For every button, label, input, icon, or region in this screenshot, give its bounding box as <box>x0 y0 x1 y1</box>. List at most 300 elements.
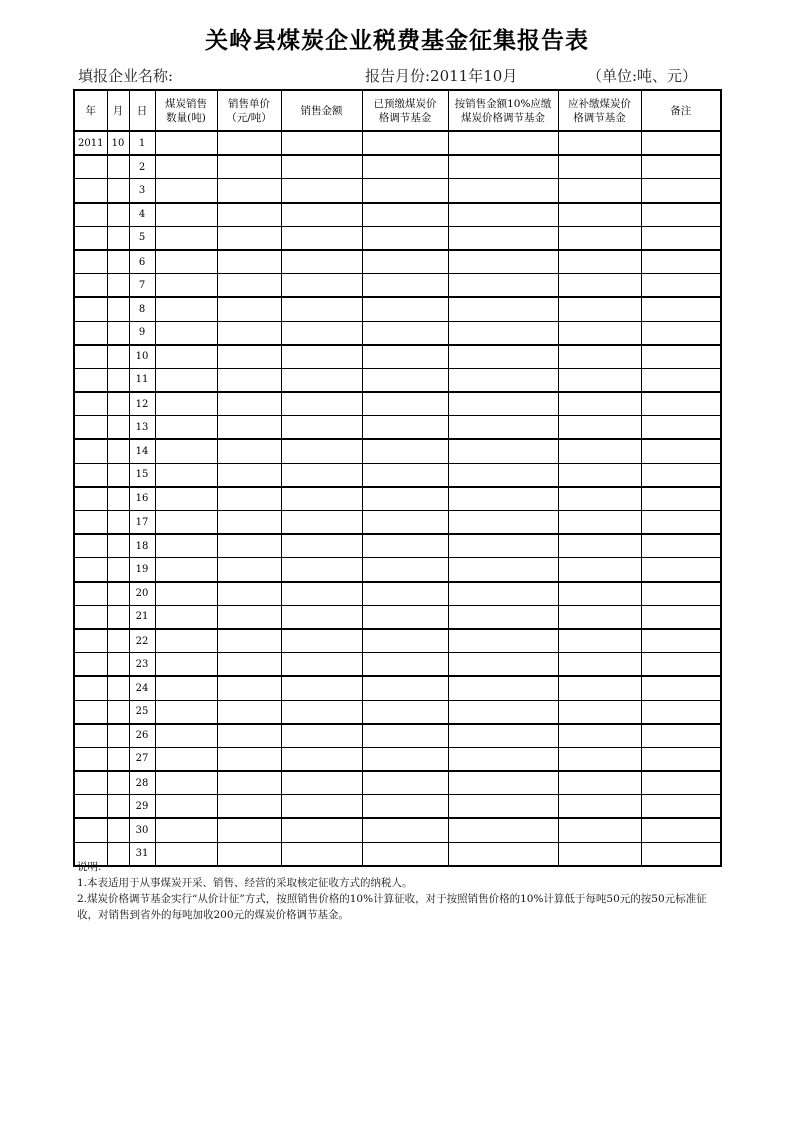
cell-remark[interactable] <box>641 582 721 606</box>
cell-due-fund[interactable] <box>448 700 558 724</box>
cell-day: 30 <box>129 818 155 842</box>
cell-quantity[interactable] <box>155 250 217 274</box>
cell-due-fund[interactable] <box>448 416 558 440</box>
cell-supplement-fund[interactable] <box>558 439 641 463</box>
header-month: 月 <box>107 90 129 131</box>
cell-supplement-fund[interactable] <box>558 321 641 345</box>
cell-year <box>74 795 107 819</box>
cell-year <box>74 155 107 179</box>
cell-sales-amount[interactable] <box>281 274 362 298</box>
cell-supplement-fund[interactable] <box>558 487 641 511</box>
cell-sales-amount[interactable] <box>281 724 362 748</box>
cell-day: 12 <box>129 392 155 416</box>
cell-remark[interactable] <box>641 818 721 842</box>
cell-year <box>74 582 107 606</box>
cell-due-fund[interactable] <box>448 747 558 771</box>
cell-prepaid-fund[interactable] <box>362 629 448 653</box>
cell-prepaid-fund[interactable] <box>362 724 448 748</box>
cell-due-fund[interactable] <box>448 629 558 653</box>
cell-day: 11 <box>129 368 155 392</box>
cell-due-fund[interactable] <box>448 676 558 700</box>
cell-prepaid-fund[interactable] <box>362 463 448 487</box>
cell-remark[interactable] <box>641 487 721 511</box>
cell-unit-price[interactable] <box>217 605 281 629</box>
cell-unit-price[interactable] <box>217 439 281 463</box>
cell-sales-amount[interactable] <box>281 676 362 700</box>
cell-sales-amount[interactable] <box>281 321 362 345</box>
cell-supplement-fund[interactable] <box>558 558 641 582</box>
cell-sales-amount[interactable] <box>281 226 362 250</box>
cell-remark[interactable] <box>641 203 721 227</box>
unit-label: （单位:吨、元） <box>587 67 698 85</box>
cell-year <box>74 558 107 582</box>
cell-sales-amount[interactable] <box>281 818 362 842</box>
cell-year <box>74 368 107 392</box>
cell-remark[interactable] <box>641 747 721 771</box>
cell-month <box>107 226 129 250</box>
cell-remark[interactable] <box>641 368 721 392</box>
cell-sales-amount[interactable] <box>281 203 362 227</box>
cell-year <box>74 250 107 274</box>
cell-day: 29 <box>129 795 155 819</box>
cell-year <box>74 439 107 463</box>
cell-due-fund[interactable] <box>448 771 558 795</box>
cell-year <box>74 274 107 298</box>
cell-month <box>107 250 129 274</box>
cell-supplement-fund[interactable] <box>558 203 641 227</box>
cell-supplement-fund[interactable] <box>558 368 641 392</box>
cell-month <box>107 368 129 392</box>
cell-month <box>107 605 129 629</box>
table-row <box>74 724 721 748</box>
cell-prepaid-fund[interactable] <box>362 321 448 345</box>
cell-quantity[interactable] <box>155 700 217 724</box>
cell-unit-price[interactable] <box>217 534 281 558</box>
cell-prepaid-fund[interactable] <box>362 179 448 203</box>
cell-supplement-fund[interactable] <box>558 534 641 558</box>
cell-due-fund[interactable] <box>448 179 558 203</box>
cell-quantity[interactable] <box>155 203 217 227</box>
cell-unit-price[interactable] <box>217 724 281 748</box>
cell-prepaid-fund[interactable] <box>362 771 448 795</box>
cell-due-fund[interactable] <box>448 439 558 463</box>
cell-month <box>107 700 129 724</box>
cell-year <box>74 629 107 653</box>
cell-supplement-fund[interactable] <box>558 582 641 606</box>
cell-quantity[interactable] <box>155 179 217 203</box>
cell-sales-amount[interactable] <box>281 629 362 653</box>
cell-remark[interactable] <box>641 534 721 558</box>
cell-quantity[interactable] <box>155 629 217 653</box>
cell-quantity[interactable] <box>155 487 217 511</box>
cell-prepaid-fund[interactable] <box>362 818 448 842</box>
cell-sales-amount[interactable] <box>281 511 362 535</box>
cell-sales-amount[interactable] <box>281 534 362 558</box>
cell-due-fund[interactable] <box>448 724 558 748</box>
cell-quantity[interactable] <box>155 226 217 250</box>
cell-sales-amount[interactable] <box>281 250 362 274</box>
cell-due-fund[interactable] <box>448 558 558 582</box>
cell-day: 16 <box>129 487 155 511</box>
cell-prepaid-fund[interactable] <box>362 439 448 463</box>
cell-prepaid-fund[interactable] <box>362 226 448 250</box>
cell-unit-price[interactable] <box>217 676 281 700</box>
cell-remark[interactable] <box>641 511 721 535</box>
cell-remark[interactable] <box>641 345 721 369</box>
cell-due-fund[interactable] <box>448 155 558 179</box>
cell-quantity[interactable] <box>155 558 217 582</box>
cell-prepaid-fund[interactable] <box>362 392 448 416</box>
cell-unit-price[interactable] <box>217 582 281 606</box>
cell-quantity[interactable] <box>155 368 217 392</box>
cell-sales-amount[interactable] <box>281 179 362 203</box>
cell-remark[interactable] <box>641 392 721 416</box>
cell-unit-price[interactable] <box>217 629 281 653</box>
cell-quantity[interactable] <box>155 131 217 155</box>
cell-quantity[interactable] <box>155 795 217 819</box>
cell-unit-price[interactable] <box>217 131 281 155</box>
cell-remark[interactable] <box>641 605 721 629</box>
cell-quantity[interactable] <box>155 416 217 440</box>
cell-prepaid-fund[interactable] <box>362 747 448 771</box>
cell-remark[interactable] <box>641 416 721 440</box>
cell-supplement-fund[interactable] <box>558 155 641 179</box>
cell-day: 23 <box>129 653 155 677</box>
cell-day: 4 <box>129 203 155 227</box>
cell-sales-amount[interactable] <box>281 345 362 369</box>
table-row <box>74 274 721 298</box>
table-row <box>74 511 721 535</box>
cell-prepaid-fund[interactable] <box>362 511 448 535</box>
cell-prepaid-fund[interactable] <box>362 795 448 819</box>
cell-unit-price[interactable] <box>217 771 281 795</box>
cell-year <box>74 463 107 487</box>
cell-prepaid-fund[interactable] <box>362 605 448 629</box>
cell-due-fund[interactable] <box>448 818 558 842</box>
cell-day: 15 <box>129 463 155 487</box>
header-remark: 备注 <box>641 90 721 131</box>
cell-quantity[interactable] <box>155 818 217 842</box>
cell-prepaid-fund[interactable] <box>362 131 448 155</box>
table-row <box>74 345 721 369</box>
cell-unit-price[interactable] <box>217 700 281 724</box>
cell-due-fund[interactable] <box>448 226 558 250</box>
cell-month <box>107 179 129 203</box>
cell-month <box>107 771 129 795</box>
cell-sales-amount[interactable] <box>281 582 362 606</box>
cell-sales-amount[interactable] <box>281 368 362 392</box>
cell-quantity[interactable] <box>155 297 217 321</box>
cell-due-fund[interactable] <box>448 534 558 558</box>
cell-due-fund[interactable] <box>448 463 558 487</box>
cell-due-fund[interactable] <box>448 653 558 677</box>
cell-remark[interactable] <box>641 558 721 582</box>
cell-due-fund[interactable] <box>448 345 558 369</box>
cell-due-fund[interactable] <box>448 511 558 535</box>
cell-supplement-fund[interactable] <box>558 297 641 321</box>
cell-quantity[interactable] <box>155 463 217 487</box>
cell-year <box>74 724 107 748</box>
cell-sales-amount[interactable] <box>281 795 362 819</box>
cell-supplement-fund[interactable] <box>558 629 641 653</box>
cell-prepaid-fund[interactable] <box>362 653 448 677</box>
cell-supplement-fund[interactable] <box>558 771 641 795</box>
cell-prepaid-fund[interactable] <box>362 203 448 227</box>
cell-remark[interactable] <box>641 226 721 250</box>
cell-day: 3 <box>129 179 155 203</box>
cell-remark[interactable] <box>641 463 721 487</box>
cell-quantity[interactable] <box>155 605 217 629</box>
table-row <box>74 203 721 227</box>
cell-day: 1 <box>129 131 155 155</box>
cell-unit-price[interactable] <box>217 179 281 203</box>
cell-month <box>107 345 129 369</box>
cell-quantity[interactable] <box>155 582 217 606</box>
cell-remark[interactable] <box>641 676 721 700</box>
cell-sales-amount[interactable] <box>281 747 362 771</box>
cell-day: 27 <box>129 747 155 771</box>
cell-due-fund[interactable] <box>448 274 558 298</box>
cell-year <box>74 345 107 369</box>
cell-remark[interactable] <box>641 724 721 748</box>
table-row <box>74 771 721 795</box>
cell-remark[interactable] <box>641 297 721 321</box>
cell-remark[interactable] <box>641 131 721 155</box>
cell-day: 22 <box>129 629 155 653</box>
cell-unit-price[interactable] <box>217 795 281 819</box>
header-quantity-line1: 煤炭销售 <box>165 97 207 110</box>
report-title: 关岭县煤炭企业税费基金征集报告表 <box>205 27 589 54</box>
cell-unit-price[interactable] <box>217 368 281 392</box>
cell-year <box>74 203 107 227</box>
cell-year <box>74 653 107 677</box>
cell-supplement-fund[interactable] <box>558 747 641 771</box>
cell-sales-amount[interactable] <box>281 131 362 155</box>
cell-unit-price[interactable] <box>217 818 281 842</box>
cell-supplement-fund[interactable] <box>558 250 641 274</box>
cell-unit-price[interactable] <box>217 274 281 298</box>
cell-day: 9 <box>129 321 155 345</box>
cell-day: 8 <box>129 297 155 321</box>
cell-unit-price[interactable] <box>217 297 281 321</box>
cell-day: 6 <box>129 250 155 274</box>
cell-month <box>107 558 129 582</box>
cell-day: 10 <box>129 345 155 369</box>
cell-quantity[interactable] <box>155 747 217 771</box>
cell-supplement-fund[interactable] <box>558 605 641 629</box>
cell-quantity[interactable] <box>155 155 217 179</box>
cell-supplement-fund[interactable] <box>558 274 641 298</box>
cell-prepaid-fund[interactable] <box>362 297 448 321</box>
cell-unit-price[interactable] <box>217 416 281 440</box>
cell-remark[interactable] <box>641 795 721 819</box>
cell-sales-amount[interactable] <box>281 558 362 582</box>
cell-remark[interactable] <box>641 771 721 795</box>
cell-year <box>74 179 107 203</box>
table-row <box>74 368 721 392</box>
cell-sales-amount[interactable] <box>281 771 362 795</box>
cell-sales-amount[interactable] <box>281 155 362 179</box>
cell-supplement-fund[interactable] <box>558 226 641 250</box>
cell-sales-amount[interactable] <box>281 605 362 629</box>
cell-due-fund[interactable] <box>448 297 558 321</box>
cell-unit-price[interactable] <box>217 653 281 677</box>
cell-prepaid-fund[interactable] <box>362 700 448 724</box>
table-row <box>74 582 721 606</box>
cell-prepaid-fund[interactable] <box>362 582 448 606</box>
cell-year <box>74 226 107 250</box>
report-period-label: 报告月份:2011年10月 <box>365 67 518 85</box>
cell-remark[interactable] <box>641 274 721 298</box>
table-row <box>74 392 721 416</box>
cell-quantity[interactable] <box>155 724 217 748</box>
cell-sales-amount[interactable] <box>281 297 362 321</box>
table-row <box>74 558 721 582</box>
header-sales-amount: 销售金额 <box>281 90 362 131</box>
cell-prepaid-fund[interactable] <box>362 416 448 440</box>
cell-supplement-fund[interactable] <box>558 818 641 842</box>
cell-supplement-fund[interactable] <box>558 416 641 440</box>
cell-due-fund[interactable] <box>448 203 558 227</box>
cell-sales-amount[interactable] <box>281 487 362 511</box>
cell-remark[interactable] <box>641 700 721 724</box>
cell-supplement-fund[interactable] <box>558 653 641 677</box>
cell-due-fund[interactable] <box>448 368 558 392</box>
cell-supplement-fund[interactable] <box>558 676 641 700</box>
notes-line-1: 1.本表适用于从事煤炭开采、销售、经营的采取核定征收方式的纳税人。 <box>77 877 413 889</box>
cell-supplement-fund[interactable] <box>558 795 641 819</box>
cell-year <box>74 392 107 416</box>
cell-sales-amount[interactable] <box>281 700 362 724</box>
cell-remark[interactable] <box>641 439 721 463</box>
cell-due-fund[interactable] <box>448 487 558 511</box>
cell-supplement-fund[interactable] <box>558 724 641 748</box>
cell-month <box>107 511 129 535</box>
cell-sales-amount[interactable] <box>281 439 362 463</box>
cell-quantity[interactable] <box>155 534 217 558</box>
cell-day: 2 <box>129 155 155 179</box>
table-row <box>74 629 721 653</box>
cell-prepaid-fund[interactable] <box>362 534 448 558</box>
cell-supplement-fund[interactable] <box>558 179 641 203</box>
cell-quantity[interactable] <box>155 274 217 298</box>
cell-supplement-fund[interactable] <box>558 463 641 487</box>
cell-prepaid-fund[interactable] <box>362 274 448 298</box>
cell-quantity[interactable] <box>155 439 217 463</box>
header-supplement-fund-line2: 格调节基金 <box>573 111 626 124</box>
cell-prepaid-fund[interactable] <box>362 250 448 274</box>
cell-month <box>107 747 129 771</box>
header-unit-price-line1: 销售单价 <box>228 97 270 110</box>
cell-supplement-fund[interactable] <box>558 511 641 535</box>
cell-month <box>107 392 129 416</box>
cell-due-fund[interactable] <box>448 795 558 819</box>
cell-due-fund[interactable] <box>448 392 558 416</box>
cell-year <box>74 818 107 842</box>
cell-remark[interactable] <box>641 321 721 345</box>
cell-due-fund[interactable] <box>448 321 558 345</box>
cell-remark[interactable] <box>641 250 721 274</box>
cell-unit-price[interactable] <box>217 558 281 582</box>
header-unit-price <box>217 90 281 131</box>
cell-month <box>107 274 129 298</box>
cell-month <box>107 676 129 700</box>
cell-prepaid-fund[interactable] <box>362 345 448 369</box>
cell-supplement-fund[interactable] <box>558 345 641 369</box>
cell-remark[interactable] <box>641 155 721 179</box>
notes-heading: 说明: <box>77 861 102 873</box>
cell-quantity[interactable] <box>155 771 217 795</box>
table-body <box>74 131 721 866</box>
table-row <box>74 676 721 700</box>
cell-month <box>107 155 129 179</box>
cell-unit-price[interactable] <box>217 392 281 416</box>
cell-sales-amount[interactable] <box>281 653 362 677</box>
cell-unit-price[interactable] <box>217 463 281 487</box>
table-row <box>74 605 721 629</box>
cell-unit-price[interactable] <box>217 511 281 535</box>
cell-unit-price[interactable] <box>217 203 281 227</box>
table-row <box>74 439 721 463</box>
cell-due-fund[interactable] <box>448 131 558 155</box>
cell-prepaid-fund[interactable] <box>362 368 448 392</box>
cell-supplement-fund[interactable] <box>558 700 641 724</box>
cell-quantity[interactable] <box>155 345 217 369</box>
header-due-fund <box>448 90 558 131</box>
cell-remark[interactable] <box>641 179 721 203</box>
cell-unit-price[interactable] <box>217 747 281 771</box>
table-row <box>74 179 721 203</box>
cell-day: 25 <box>129 700 155 724</box>
table-row <box>74 131 721 155</box>
cell-quantity[interactable] <box>155 653 217 677</box>
cell-day: 20 <box>129 582 155 606</box>
cell-due-fund[interactable] <box>448 582 558 606</box>
cell-sales-amount[interactable] <box>281 392 362 416</box>
cell-prepaid-fund[interactable] <box>362 155 448 179</box>
cell-quantity[interactable] <box>155 511 217 535</box>
cell-prepaid-fund[interactable] <box>362 487 448 511</box>
cell-quantity[interactable] <box>155 676 217 700</box>
cell-unit-price[interactable] <box>217 321 281 345</box>
cell-supplement-fund[interactable] <box>558 131 641 155</box>
cell-quantity[interactable] <box>155 321 217 345</box>
cell-month <box>107 487 129 511</box>
cell-prepaid-fund[interactable] <box>362 676 448 700</box>
cell-day: 13 <box>129 416 155 440</box>
cell-remark[interactable] <box>641 653 721 677</box>
cell-unit-price[interactable] <box>217 226 281 250</box>
header-due-fund-line1: 按销售金额10%应缴 <box>454 97 552 110</box>
cell-unit-price[interactable] <box>217 250 281 274</box>
cell-due-fund[interactable] <box>448 605 558 629</box>
cell-prepaid-fund[interactable] <box>362 558 448 582</box>
cell-sales-amount[interactable] <box>281 416 362 440</box>
cell-unit-price[interactable] <box>217 487 281 511</box>
cell-sales-amount[interactable] <box>281 463 362 487</box>
cell-unit-price[interactable] <box>217 345 281 369</box>
cell-day: 7 <box>129 274 155 298</box>
cell-quantity[interactable] <box>155 392 217 416</box>
cell-year <box>74 416 107 440</box>
cell-unit-price[interactable] <box>217 155 281 179</box>
cell-remark[interactable] <box>641 629 721 653</box>
cell-supplement-fund[interactable] <box>558 392 641 416</box>
cell-month <box>107 724 129 748</box>
cell-due-fund[interactable] <box>448 250 558 274</box>
cell-year <box>74 534 107 558</box>
cell-day: 5 <box>129 226 155 250</box>
